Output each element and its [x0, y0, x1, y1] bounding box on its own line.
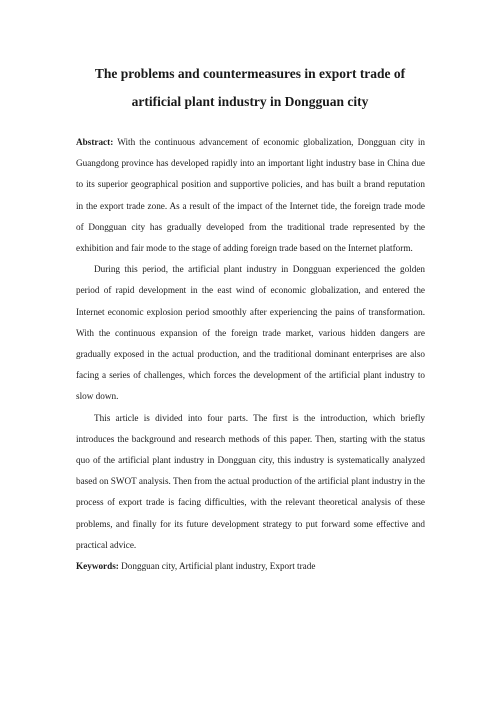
abstract-label: Abstract:	[76, 137, 114, 147]
keywords-paragraph	[76, 556, 425, 577]
body-paragraph-2: During this period, the artificial plant industry in Dongguan experienced the golden period of rapid development in the east wind of economic globalization, and entered the Internet economic explosion period smoothly after experiencing the pains of transformation. With the continuous expansion of the foreign trade market, various hidden dangers are gradually exposed in the actual production, and the traditional dominant enterprises are also facing a series of challenges, which forces the development of the artificial plant industry to slow down.	[76, 264, 425, 402]
body-paragraph-3: This article is divided into four parts. The first is the introduction, which briefly introduces the background and research methods of this paper. Then, starting with the status quo of the artificial plant industry in Dongguan city, this industry is systematically analyzed based on SWOT analysis. Then from the actual production of the artificial plant industry in the process of export trade is facing difficulties, with the relevant theoretical analysis of these problems, and finally for its future development strategy to put forward some effective and practical advice.	[76, 412, 425, 550]
keywords-label: Keywords:	[76, 561, 119, 572]
document-title-line-2: artificial plant industry in Dongguan city	[131, 94, 369, 109]
keywords-text: Dongguan city, Artificial plant industry, Export trade	[121, 561, 316, 572]
document-title-line-1: The problems and countermeasures in export trade of	[94, 66, 406, 81]
abstract-paragraph	[76, 132, 425, 259]
document-body	[76, 132, 425, 577]
abstract-text: With the continuous advancement of economic globalization, Dongguan city in Guangdong province has developed rapidly into an important light industry base in China due to its superior geographical position and supportive policies, and has built a brand reputation in the export trade zone. As a result of the impact of the Internet tide, the foreign trade mode of Dongguan city has gradually developed from the traditional trade represented by the exhibition and fair mode to the stage of adding foreign trade based on the Internet platform.	[76, 137, 425, 254]
